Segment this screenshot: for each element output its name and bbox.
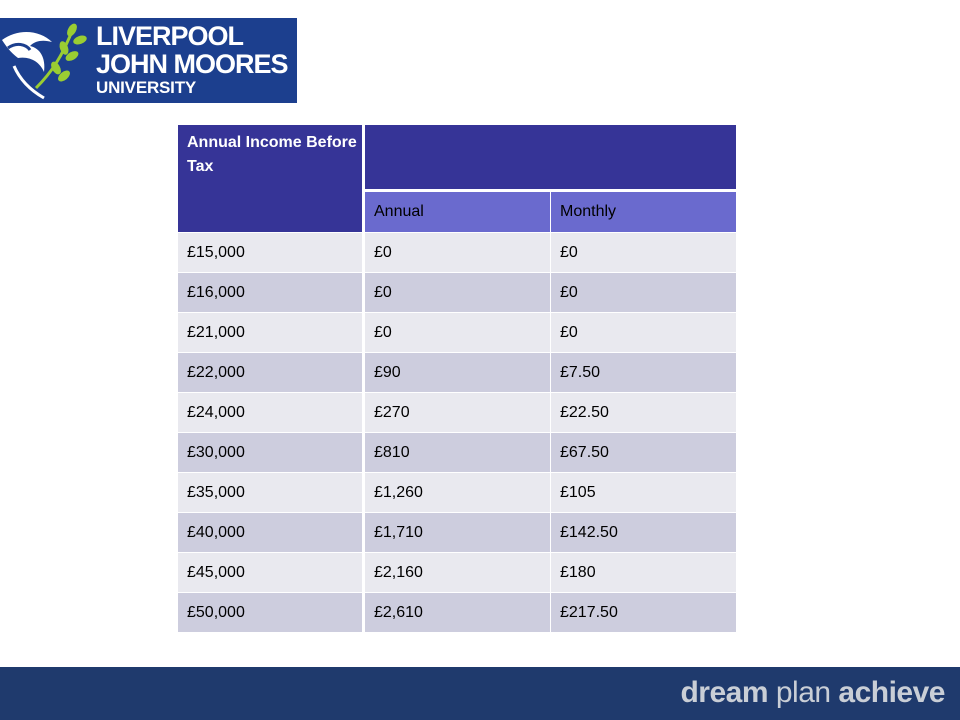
cell-annual: £1,260 [364,473,551,513]
table-row [178,313,737,353]
table-row [178,233,737,273]
tagline-achieve: achieve [838,676,945,709]
cell-income: £50,000 [178,593,364,633]
table-row [178,473,737,513]
cell-annual: £0 [364,233,551,273]
cell-income: £30,000 [178,433,364,473]
cell-annual: £2,610 [364,593,551,633]
table-row [178,353,737,393]
tagline-plan: plan [775,676,831,709]
cell-monthly: £180 [551,553,737,593]
repayment-table [177,124,737,633]
header-repayment-group [364,125,737,191]
cell-monthly: £0 [551,233,737,273]
cell-annual: £0 [364,313,551,353]
cell-income: £45,000 [178,553,364,593]
logo-line-1: LIVERPOOL [96,21,244,51]
footer-bar [0,667,960,720]
cell-monthly: £105 [551,473,737,513]
header-annual-income: Annual Income Before Tax [178,125,364,233]
table-row [178,393,737,433]
cell-monthly: £217.50 [551,593,737,633]
cell-income: £22,000 [178,353,364,393]
cell-income: £40,000 [178,513,364,553]
cell-annual: £2,160 [364,553,551,593]
logo-wordmark [96,22,288,98]
subheader-annual: Annual [364,191,551,233]
logo-line-2: JOHN MOORES [96,49,288,79]
cell-monthly: £0 [551,313,737,353]
cell-annual: £1,710 [364,513,551,553]
cell-monthly: £142.50 [551,513,737,553]
cell-monthly: £22.50 [551,393,737,433]
table-row [178,553,737,593]
cell-income: £21,000 [178,313,364,353]
cell-income: £24,000 [178,393,364,433]
cell-annual: £810 [364,433,551,473]
table-row [178,593,737,633]
cell-annual: £270 [364,393,551,433]
university-logo [0,18,297,103]
table-row [178,433,737,473]
liver-bird-icon [0,18,96,103]
cell-monthly: £0 [551,273,737,313]
table-row [178,273,737,313]
subheader-monthly: Monthly [551,191,737,233]
tagline-dream: dream [680,676,768,709]
cell-annual: £90 [364,353,551,393]
tagline [680,675,945,711]
cell-income: £15,000 [178,233,364,273]
cell-income: £35,000 [178,473,364,513]
cell-annual: £0 [364,273,551,313]
table-row [178,513,737,553]
table-header-row [178,125,737,191]
cell-monthly: £7.50 [551,353,737,393]
cell-monthly: £67.50 [551,433,737,473]
logo-line-3: UNIVERSITY [96,78,197,97]
cell-income: £16,000 [178,273,364,313]
